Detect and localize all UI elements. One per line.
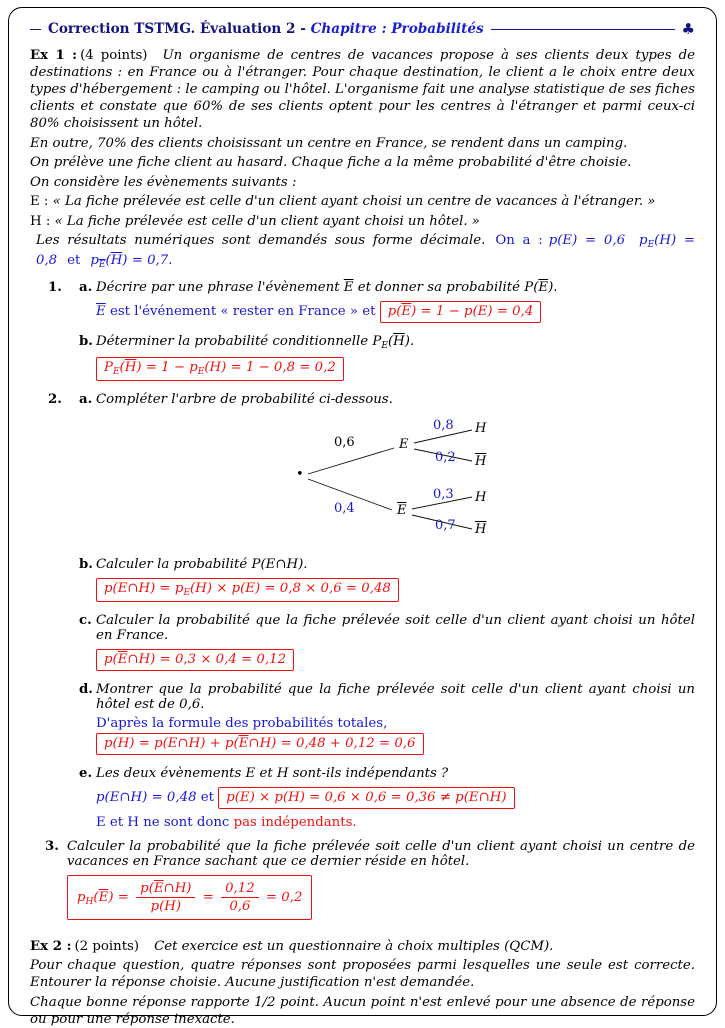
question-1a-body [96, 280, 695, 325]
question-2d-letter: d. [79, 681, 93, 697]
ex1-label: Ex 1 : [30, 48, 78, 63]
event-E-text: « La fiche prélevée est celle d'un client ayant choisi un centre de vacances à l'étranger. » [52, 194, 656, 210]
ex1-intro-paragraph [30, 47, 695, 132]
page-title-main: Correction TSTMG. Évaluation 2 - [48, 21, 311, 37]
answer-1a-text: est l'événement « rester en France » et [109, 304, 376, 320]
answer-box-1a: $p(\overline{E}) = 1 - p(E) = 0,4$ [380, 301, 542, 323]
question-3-number: 3. [45, 838, 59, 854]
ex2-intro-paragraph [30, 938, 695, 955]
question-2-number: 2. [48, 391, 62, 407]
tree-branch-label-H-given-E: 0,8 [433, 417, 454, 433]
answer-2e-et: et [200, 789, 214, 805]
question-2e [30, 766, 695, 830]
tree-node-Hbar2: $\overline{H}$ [475, 521, 487, 537]
tree-node-Hbar1: $\overline{H}$ [475, 453, 487, 469]
tree-branch-label-E: 0,6 [334, 434, 355, 450]
answer-box-2c: $p(\overline{E}\cap H) = 0,3 \times 0,4 = 0,12$ [96, 649, 294, 671]
answer-2e-math: p(E∩H) = 0,48 [96, 789, 197, 805]
event-E-label: E : [30, 194, 49, 210]
answer-2e-line [96, 785, 695, 811]
tree-node-E: E [399, 436, 409, 452]
answer-3-line [67, 873, 695, 922]
answer-2d-line [96, 716, 695, 757]
question-1a-text: Décrire par une phrase l'évènement $\overline{E}$ et donner sa probabilité $P(\overline{E})$. [96, 280, 558, 296]
club-suit-icon: ♣ [681, 19, 695, 38]
question-2d-text: Montrer que la probabilité que la fiche prélevée soit celle d'un client ayant choisi un hôtel est de 0,6. [96, 681, 695, 712]
question-2e-text: Les deux évènements E et H sont-ils indépendants ? [96, 765, 449, 781]
question-2c-body [96, 613, 695, 673]
ex2-paragraph-3: Chaque bonne réponse rapporte 1/2 point. Aucun point n'est enlevé pour une absence de réponse ou pour une réponse inexacte. [30, 994, 695, 1027]
question-2b-number-spacer [30, 557, 79, 604]
question-2c-text: Calculer la probabilité que la fiche prélevée soit celle d'un client ayant choisi un hôtel en France. [96, 612, 695, 643]
answer-box-1b: $P_E(\overline{H}) = 1 - p_E(H) = 1 - 0,8 = 0,2$ [96, 357, 344, 381]
header-rule-left [30, 29, 41, 30]
question-2a-body [96, 392, 695, 407]
answer-3-frac1-numerator: $p(\overline{E}\cap H)$ [136, 881, 195, 898]
question-1a-letter: a. [79, 280, 93, 296]
document-page [8, 7, 717, 1027]
answer-box-3 [67, 875, 312, 920]
question-2b [30, 557, 695, 604]
answer-1b-line [96, 355, 695, 383]
tree-root-node: • [296, 466, 304, 482]
question-1-number: 1. [48, 280, 62, 296]
question-2b-letter: b. [79, 556, 93, 572]
answer-3-lead: $p_H(\overline{E})$ = [77, 889, 134, 907]
probability-tree [294, 417, 509, 545]
given-p-Hbar-given-Ebar: $p_{\overline{E}}(\overline{H}) = 0,7$. [90, 252, 173, 270]
page-title-chapter: Chapitre : Probabilités [310, 21, 484, 37]
ex1-paragraph-1: Un organisme de centres de vacances propose à ses clients deux types de destinations : en France ou à l'étranger. Pour chaque destination, le client a le choix entre deux types d'hébergement : le camping ou l'hôtel. L'organisme fait une analyse statistique de ses fiches clients et constate que 60% de ses clients optent pour les centres à l'étranger et parmi ceux-ci 80% choisissent un hôtel. [30, 48, 695, 132]
question-2d [30, 682, 695, 757]
answer-3-frac2-denominator: 0,6 [229, 898, 251, 914]
given-label: On a : [495, 233, 543, 249]
question-2c [30, 613, 695, 673]
question-3-body [67, 839, 695, 922]
header-rule-right [491, 29, 675, 30]
tree-branch-label-Hbar-given-Ebar: 0,7 [435, 517, 456, 533]
event-E-definition [30, 193, 695, 210]
tree-branch-label-H-given-Ebar: 0,3 [433, 486, 454, 502]
tree-node-Ebar: $\overline{E}$ [397, 502, 407, 518]
question-3-text: Calculer la probabilité que la fiche prélevée soit celle d'un client ayant choisi un centre de vacances en France sachant que ce dernier réside en hôtel. [67, 838, 695, 869]
ex1-paragraph-3: On prélève une fiche client au hasard. Chaque fiche a la même probabilité d'être choisie. [30, 155, 632, 171]
ex2-section [30, 938, 695, 1028]
event-H-definition [30, 213, 695, 230]
answer-box-2e: p(E) × p(H) = 0,6 × 0,6 = 0,36 ≠ p(E∩H) [218, 787, 514, 809]
question-1b [30, 334, 695, 383]
conclusion-2e-red: pas indépendants. [233, 814, 357, 830]
answer-2d-text: D'après la formule des probabilités totales, [96, 715, 388, 731]
question-2a [30, 392, 695, 407]
ex2-paragraph-2: Pour chaque question, quatre réponses sont proposées parmi lesquelles une seule est correcte. Entourer la réponse choisie. Aucune justification n'est demandée. [30, 958, 695, 991]
question-1b-body [96, 334, 695, 383]
answer-box-2b: p(E∩H) = $p_E(H) \times p(E) = 0,8 \times 0,6 = 0,48$ [96, 578, 399, 602]
question-2c-number-spacer [30, 613, 79, 673]
ex1-paragraph-4: On considère les évènements suivants : [30, 174, 297, 190]
answer-2b-line [96, 576, 695, 604]
numeric-note-line [30, 232, 695, 271]
question-2e-number-spacer [30, 766, 79, 830]
tree-branch-label-Hbar-given-E: 0,2 [435, 449, 456, 465]
given-p-E: p(E) = 0,6 [548, 233, 626, 249]
given-p-H-given-E: $p_E(H) = 0,8$ [36, 233, 696, 268]
answer-2c-line [96, 647, 695, 673]
tree-branch-label-Ebar: 0,4 [334, 500, 355, 516]
ex2-paragraph-1: Cet exercice est un questionnaire à choix multiples (QCM). [154, 938, 554, 954]
tree-node-H1: H [475, 420, 487, 436]
question-2c-letter: c. [79, 612, 92, 628]
answer-3-fraction-1 [136, 881, 195, 914]
given-et: et [67, 252, 81, 268]
conclusion-2e-line [96, 815, 695, 830]
question-2d-body [96, 682, 695, 757]
answer-3-result: = 0,2 [261, 889, 303, 905]
tree-node-H2: H [475, 489, 487, 505]
ex2-points: (2 points) [74, 938, 140, 954]
answer-3-frac2-numerator: 0,12 [221, 881, 259, 898]
ex2-label: Ex 2 : [30, 938, 72, 954]
question-3 [30, 839, 695, 922]
page-header [30, 21, 695, 37]
question-2e-body [96, 766, 695, 830]
question-2a-text: Compléter l'arbre de probabilité ci-dessous. [96, 391, 393, 407]
question-2b-body [96, 557, 695, 604]
question-1b-letter: b. [79, 334, 93, 350]
question-1b-number-spacer [30, 334, 79, 383]
conclusion-2e-blue: E et H ne sont donc [96, 814, 230, 830]
question-2e-letter: e. [79, 765, 93, 781]
event-H-text: « La fiche prélevée est celle d'un client ayant choisi un hôtel. » [54, 213, 480, 229]
answer-1a-line [96, 299, 695, 325]
question-2b-text: Calculer la probabilité P(E∩H). [96, 556, 308, 572]
answer-3-equals: = [198, 889, 219, 905]
question-2a-letter: a. [79, 391, 93, 407]
answer-3-frac1-denominator: p(H) [150, 898, 182, 914]
event-H-label: H : [30, 213, 51, 229]
question-1a [30, 280, 695, 325]
answer-3-fraction-2 [221, 881, 259, 914]
question-2d-number-spacer [30, 682, 79, 757]
answer-box-2d: p(H) = p(E∩H) + $p(\overline{E}\cap H) = 0,48 + 0,12 = 0,6$ [96, 733, 424, 755]
ex1-paragraph-2: En outre, 70% des clients choisissant un centre en France, se rendent dans un camping. [30, 135, 628, 151]
ex1-points: (4 points) [80, 48, 148, 63]
page-title [48, 21, 484, 37]
answer-1a-symbol: $\overline{E}$ [96, 304, 106, 320]
numeric-note: Les résultats numériques sont demandés sous forme décimale. [36, 233, 486, 249]
question-1b-text: Déterminer la probabilité conditionnelle $P_E(\overline{H})$. [96, 334, 415, 351]
